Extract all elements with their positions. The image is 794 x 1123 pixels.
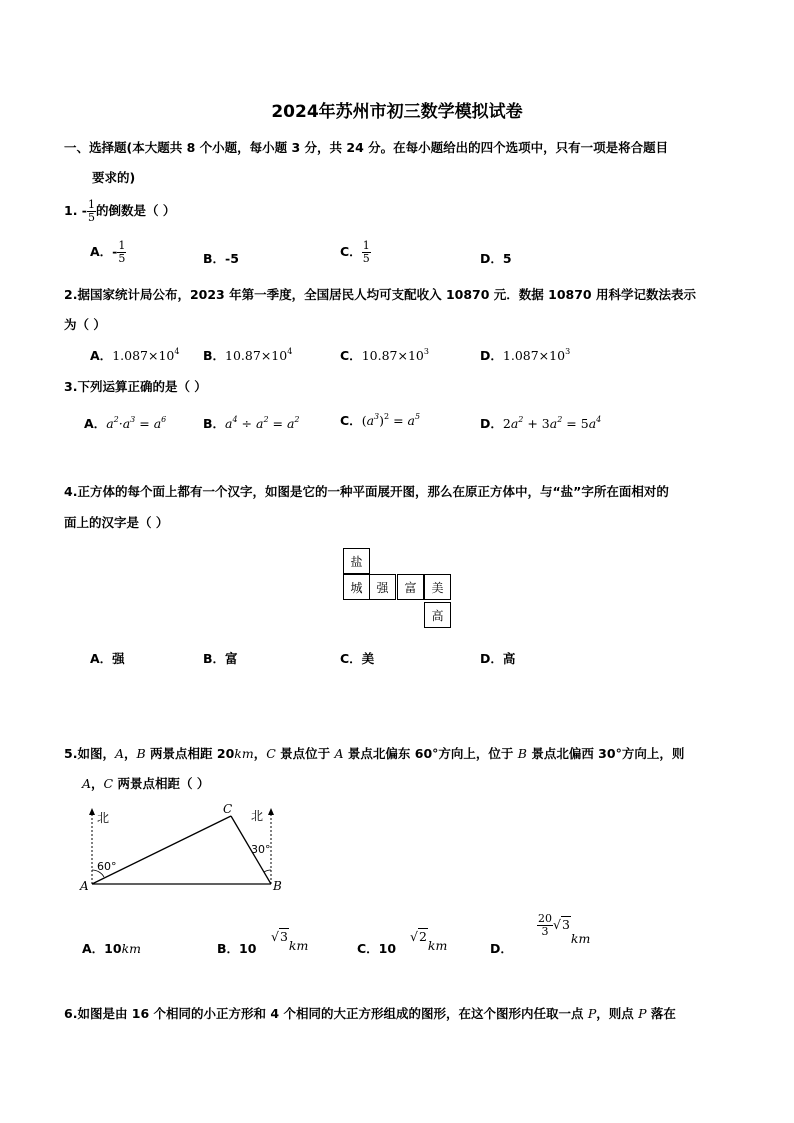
q3-option-b[interactable]: B．$a^4 \div a^2 = a^2$	[203, 415, 300, 431]
question-1	[64, 199, 175, 224]
q4-option-b[interactable]: B．富	[203, 651, 238, 666]
q2-option-b[interactable]: B．$10.87\times 10^4$	[203, 347, 293, 363]
angle-label-30: 30°	[251, 843, 271, 856]
q1-option-c[interactable]: C． $\frac{1}{5}$	[340, 239, 370, 265]
question-2-line1: 2.据国家统计局公布，2023 年第一季度，全国居民人均可支配收入 10870 元．数据 10870 用科学记数法表示	[64, 287, 696, 302]
q5-option-d[interactable]: D．	[490, 941, 513, 956]
question-6-line1: 6.如图是由 16 个相同的小正方形和 4 个相同的大正方形组成的图形，在这个图形内任取一点 P，则点 P 落在	[64, 1006, 676, 1021]
net-cell-row-4: 美	[424, 574, 451, 600]
question-4-line2: 面上的汉字是（ ）	[64, 515, 169, 530]
angle-label-60: 60°	[97, 860, 117, 873]
point-label-a: A	[80, 879, 89, 893]
q1-prefix: 1. -	[64, 203, 87, 218]
side-ac	[92, 816, 231, 884]
q4-option-d[interactable]: D．高	[480, 651, 516, 666]
section-header-line1: 一、选择题(本大题共 8 个小题，每小题 3 分，共 24 分。在每小题给出的四个选项中，只有一项是将合题目	[64, 140, 669, 155]
q5-option-c[interactable]: C．10	[357, 941, 397, 956]
q5-option-c-sqrt: √2km	[410, 929, 448, 953]
q1-option-a[interactable]: A．- $\frac{1}{5}$	[90, 239, 126, 265]
north-label-right: 北	[251, 809, 264, 823]
q3-option-c[interactable]: C．$(a^3)^2 = a^5$	[340, 412, 421, 428]
q1-option-b[interactable]: B．-5	[203, 251, 239, 266]
q1-suffix: 的倒数是（ ）	[96, 203, 176, 218]
q2-option-a[interactable]: A．$1.087\times 10^4$	[90, 347, 180, 363]
net-cell-bottom: 高	[424, 602, 451, 628]
net-cell-top: 盐	[343, 548, 370, 574]
net-cell-row-1: 城	[343, 574, 370, 600]
q4-option-a[interactable]: A．强	[90, 651, 125, 666]
angle-arc-right	[264, 870, 271, 872]
north-label-left: 北	[97, 811, 110, 825]
question-5-line2: A，C 两景点相距（ ）	[82, 776, 210, 791]
q4-option-c[interactable]: C．美	[340, 651, 375, 666]
q3-option-d[interactable]: D．$2a^2 + 3a^2 = 5a^4$	[480, 415, 602, 431]
q1-option-d[interactable]: D．5	[480, 251, 512, 266]
q5-option-d-value: $\frac{20}{3}$ √3km	[538, 912, 591, 946]
q5-option-a[interactable]: A．10km	[82, 941, 142, 956]
question-3: 3.下列运算正确的是（ ）	[64, 379, 207, 394]
q5-triangle-figure	[75, 800, 295, 895]
north-arrow-left	[89, 808, 95, 815]
net-cell-row-2: 强	[369, 574, 396, 600]
q5-option-b-sqrt: √3km	[271, 929, 309, 953]
north-arrow-right	[268, 808, 274, 815]
question-4-line1: 4.正方体的每个面上都有一个汉字，如图是它的一种平面展开图，那么在原正方体中，与“盐”字所在面相对的	[64, 484, 669, 499]
section-header-line2: 要求的)	[92, 170, 136, 185]
q3-option-a[interactable]: A．$a^2\cdot a^3 = a^6$	[84, 415, 167, 431]
question-2-line2: 为（ ）	[64, 317, 106, 332]
page-title: 2024年苏州市初三数学模拟试卷	[271, 102, 523, 122]
point-label-b: B	[273, 879, 282, 893]
q1-fraction: $\frac{1}{5}$	[88, 198, 95, 224]
q2-option-d[interactable]: D．$1.087\times 10^3$	[480, 347, 571, 363]
q5-option-b[interactable]: B．10	[217, 941, 257, 956]
net-cell-row-3: 富	[397, 574, 424, 600]
question-5-line1: 5.如图，A，B 两景点相距 20km，C 景点位于 A 景点北偏东 60°方向上，位于 B 景点北偏西 30°方向上，则	[64, 746, 685, 761]
point-label-c: C	[223, 802, 233, 816]
q2-option-c[interactable]: C．$10.87\times 10^3$	[340, 347, 429, 363]
